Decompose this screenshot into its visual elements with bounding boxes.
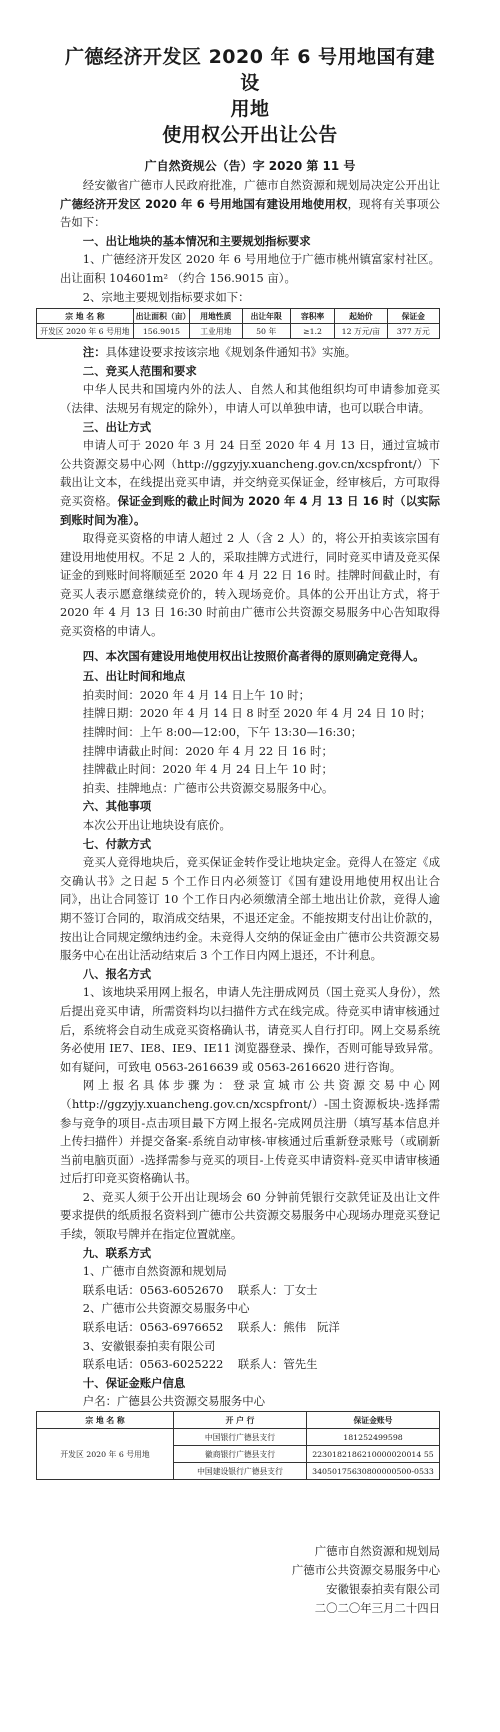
contact-1-org: 1、广德市自然资源和规划局: [82, 1264, 227, 1279]
section-2-para: 中华人民共和国境内外的法人、自然人和其他组织均可申请参加竞买（法律、法规另有规定的除外），申请人可以单独申请，也可以联合申请。: [60, 382, 440, 415]
contact-1-phone: 联系电话：0563-6052670 联系人：丁女士: [82, 1282, 318, 1297]
contact-3-org: 3、安徽银泰拍卖有限公司: [82, 1338, 216, 1353]
section-6-heading: 六、其他事项: [82, 799, 152, 814]
listing-hours: 挂牌时间：上午 8:00—12:00，下午 13:30—16:30；: [82, 725, 363, 740]
website-link[interactable]: （http://ggzyjy.xuancheng.gov.cn/xcspfront/）: [60, 1096, 325, 1111]
section-3-heading: 三、出让方式: [82, 419, 152, 434]
table-header-cell: 出让面积（亩）: [133, 309, 189, 324]
table-header-cell: 容积率: [290, 309, 334, 324]
title-line-2: 用地: [230, 98, 270, 120]
section-1-para-1: 1、广德经济开发区 2020 年 6 号用地位于广德市桃州镇富家村社区。出让面积 104601m² （约合 156.9015 亩）。: [60, 252, 440, 285]
listing-closing-time: 挂牌截止时间：2020 年 4 月 24 日上午 10 时；: [82, 762, 333, 777]
listing-application-deadline: 挂牌申请截止时间：2020 年 4 月 22 日 16 时；: [82, 743, 333, 758]
table-note: 注：具体建设要求按该宗地《规划条件通知书》实施。: [82, 345, 357, 360]
website-link[interactable]: （http://ggzyjy.xuancheng.gov.cn/xcspfront/）: [165, 456, 429, 471]
table-cell: 12 万元/亩: [335, 324, 387, 339]
table-header-cell: 起始价: [335, 309, 387, 324]
table-header-cell: 开 户 行: [174, 1412, 307, 1429]
signature-org-2: 广德市公共资源交易服务中心: [291, 1563, 440, 1577]
section-2-heading: 二、竞买人范围和要求: [82, 363, 197, 378]
table-cell: 中国建设银行广德县支行: [174, 1463, 307, 1480]
contact-2-phone: 联系电话：0563-6976652 联系人：熊伟 阮洋: [82, 1320, 340, 1335]
deposit-account-table: [36, 1411, 440, 1480]
contact-2-org: 2、广德市公共资源交易服务中心: [82, 1301, 250, 1316]
section-8-heading: 八、报名方式: [82, 966, 152, 981]
table-header-cell: 用地性质: [190, 309, 242, 324]
intro-paragraph: 经安徽省广德市人民政府批准，广德市自然资源和规划局决定公开出让广德经济开发区 2020 年 6 号用地国有建设用地使用权，现将有关事项公告如下：: [60, 178, 440, 230]
section-10-heading: 十、保证金账户信息: [82, 1375, 186, 1390]
section-6-para: 本次公开出让地块设有底价。: [82, 818, 231, 832]
table-header-cell: 保证金账号: [307, 1412, 440, 1429]
title-line-3: 使用权公开出让公告: [162, 124, 338, 146]
section-3-para-2: 取得竞买资格的申请人超过 2 人（含 2 人）的，将公开拍卖该宗国有建设用地使用权。不足 2 人的，采取挂牌方式进行，同时竞买申请及竞买保证金的到账时间将顺延至 2020 年 4 月 22 日 16 时。挂牌时间截止时，有竞买人表示愿意继续竞价的，转入现场竞价。具体的公开出让方式，将于 2020 年 4 月 13 日 16:30 时前由广德市公共资源交易服务中心告知取得竞买资格的申请人。: [60, 531, 440, 639]
table-row: [37, 1429, 440, 1446]
signature-org-3: 安徽银泰拍卖有限公司: [326, 1582, 440, 1596]
section-3-para-1: 申请人可于 2020 年 3 月 24 日至 2020 年 4 月 13 日，通过宣城市公共资源交易中心网（http://ggzyjy.xuancheng.gov.cn/xcspfront/）下载出让文本，在线提出竞买申请，并交纳竞买保证金，经审核后，方可取得竞买资格。保证金到账的截止时间为 2020 年 4 月 13 日 16 时（以实际到账时间为准）。: [60, 438, 440, 527]
table-cell: 377 万元: [387, 324, 439, 339]
table-cell: 156.9015: [133, 324, 189, 339]
account-name: 户名：广德县公共资源交易服务中心: [82, 1394, 266, 1409]
table-cell: 开发区 2020 年 6 号用地: [37, 324, 134, 339]
table-cell: 2230182186210000020014 55: [307, 1446, 440, 1463]
table-header-row: [37, 1412, 440, 1429]
table-cell: 34050175630800000500-0533: [307, 1463, 440, 1480]
section-9-heading: 九、联系方式: [82, 1245, 152, 1260]
section-8-para-3: 2、竞买人须于公开出让现场会 60 分钟前凭银行交款凭证及出让文件要求提供的纸质报名资料到广德市公共资源交易服务中心现场办理竞买登记手续，领取号牌并在指定位置就座。: [60, 1189, 440, 1242]
section-7-heading: 七、付款方式: [82, 836, 152, 851]
section-1-para-2: 2、宗地主要规划指标要求如下：: [82, 289, 250, 304]
auction-time: 拍卖时间：2020 年 4 月 14 日上午 10 时；: [82, 687, 311, 702]
table-cell: ≥1.2: [290, 324, 334, 339]
planning-indicator-table: [36, 308, 440, 339]
table-cell: 开发区 2020 年 6 号用地: [37, 1429, 174, 1480]
table-cell: 徽商银行广德县支行: [174, 1446, 307, 1463]
table-cell: 中国银行广德县支行: [174, 1429, 307, 1446]
section-1-heading: 一、出让地块的基本情况和主要规划指标要求: [82, 233, 311, 248]
table-header-cell: 宗 地 名 称: [37, 1412, 174, 1429]
section-7-para: 竞买人竞得地块后，竞买保证金转作受让地块定金。竞得人在签定《成交确认书》之日起 5 个工作日内必须签订《国有建设用地使用权出让合同》，出让合同签订 10 个工作日内必须缴清全部土地出让价款，竞得人逾期不签订合同的，取消成交结果，不退还定金。不能按期支付出让价款的，按出让合同规定缴纳违约金。未竞得人交纳的保证金由广德市公共资源交易服务中心在出让活动结束后 3 个工作日内网上退还，不计利息。: [60, 855, 440, 963]
table-header-row: [37, 309, 440, 324]
table-cell: 50 年: [242, 324, 290, 339]
section-8-para-2: 网上报名具体步骤为：登录宣城市公共资源交易中心网（http://ggzyjy.xuancheng.gov.cn/xcspfront/）-国土资源板块-选择需参与竞争的项目-点击项目最下方网上报名-完成网员注册（填写基本信息并上传扫描件）并提交备案-系统自动审核-审核通过后重新登录账号（或刷新当前电脑页面）-选择需参与竞买的项目-上传竞买申请资料-竞买申请审核通过后打印竞买资格确认书。: [60, 1078, 440, 1186]
table-cell: 工业用地: [190, 324, 242, 339]
table-row: [37, 324, 440, 339]
section-5-heading: 五、出让时间和地点: [82, 669, 186, 684]
contact-3-phone: 联系电话：0563-6025222 联系人：管先生: [82, 1357, 318, 1372]
table-cell: 181252499598: [307, 1429, 440, 1446]
signature-block: [60, 1542, 440, 1618]
auction-location: 拍卖、挂牌地点：广德市公共资源交易服务中心。: [82, 780, 334, 795]
table-header-cell: 保证金: [387, 309, 439, 324]
listing-dates: 挂牌日期：2020 年 4 月 14 日 8 时至 2020 年 4 月 24 日 10 时；: [82, 706, 432, 721]
document-number: 广自然资规公（告）字 2020 第 11 号: [144, 159, 356, 173]
section-8-para-1: 1、该地块采用网上报名，申请人先注册成网员（国土竞买人身份），然后提出竞买申请，所需资料均以扫描件方式在线完成。待竞买申请审核通过后，系统将会自动生成竞买资格确认书，请竞买人自行打印。网上交易系统务必使用 IE7、IE8、IE9、IE11 浏览器登录、操作，否则可能导致异常。如有疑问，可致电 0563-2616639 或 0563-2616620 进行咨询。: [60, 985, 440, 1074]
title-line-1: 广德经济开发区 2020 年 6 号用地国有建设: [64, 46, 436, 94]
signature-org-1: 广德市自然资源和规划局: [314, 1544, 440, 1558]
table-header-cell: 出让年限: [242, 309, 290, 324]
signature-date: 二〇二〇年三月二十四日: [314, 1601, 440, 1615]
section-4-heading: 四、本次国有建设用地使用权出让按照价高者得的原则确定竞得人。: [82, 648, 425, 663]
table-header-cell: 宗 地 名 称: [37, 309, 134, 324]
